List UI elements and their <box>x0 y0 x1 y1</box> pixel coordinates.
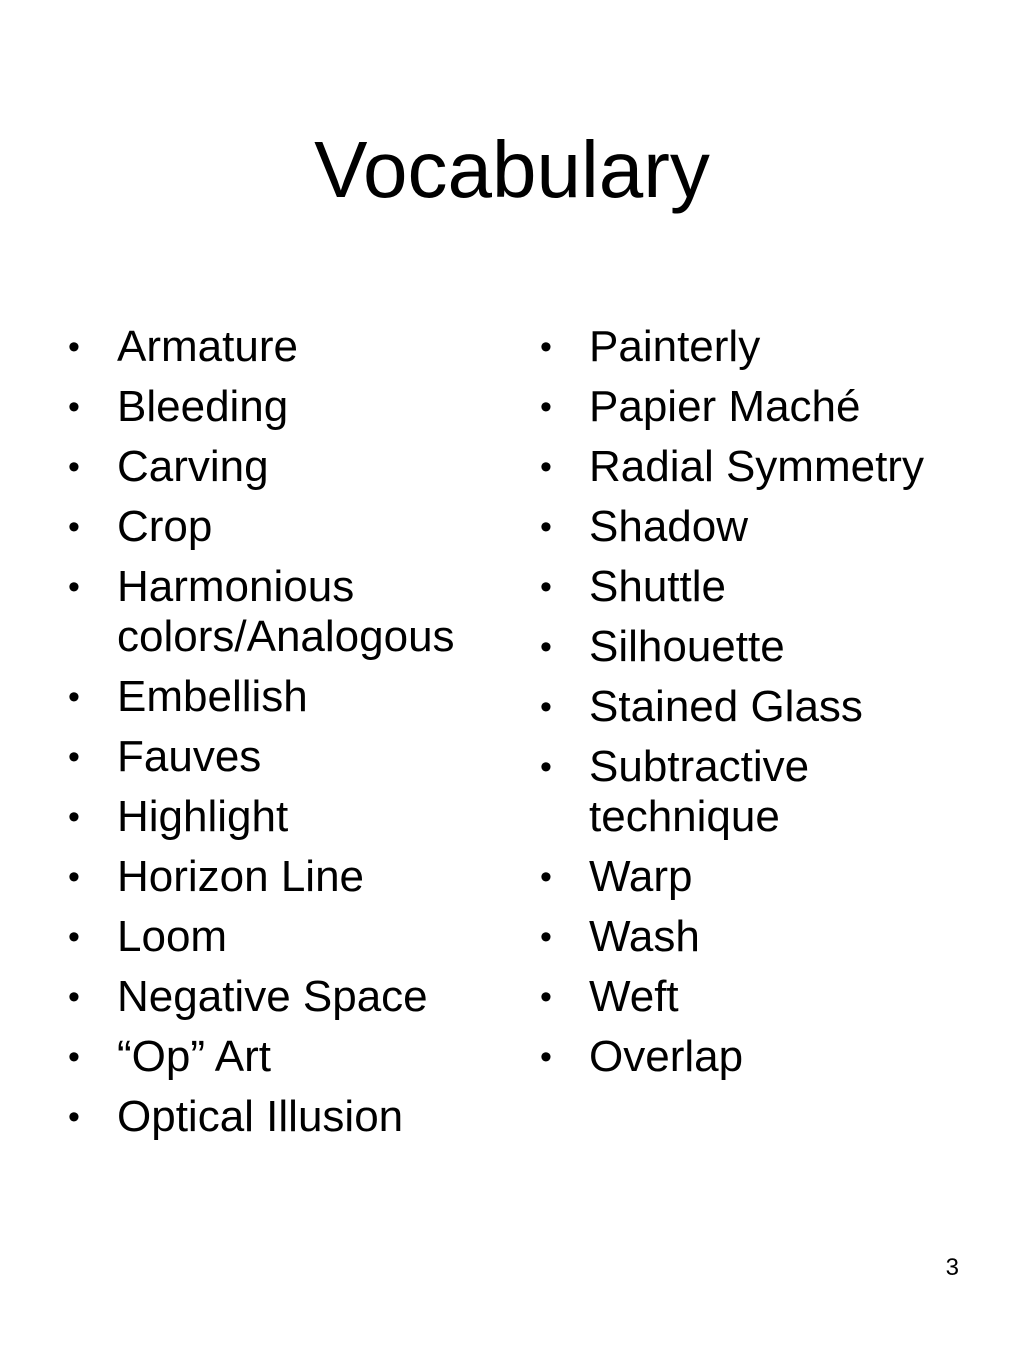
bullet-icon: • <box>68 1038 80 1076</box>
bullet-icon: • <box>68 678 80 716</box>
list-item <box>532 1032 992 1082</box>
list-item <box>60 1092 500 1142</box>
bullet-icon: • <box>68 738 80 776</box>
bullet-icon: • <box>540 568 552 606</box>
bullet-icon: • <box>68 978 80 1016</box>
bullet-icon: • <box>68 508 80 546</box>
vocabulary-list-right <box>532 322 992 1092</box>
bullet-icon: • <box>540 858 552 896</box>
bullet-icon: • <box>540 978 552 1016</box>
vocabulary-list-left <box>60 322 500 1152</box>
vocabulary-term: Papier Maché <box>589 382 861 431</box>
bullet-icon: • <box>68 858 80 896</box>
bullet-icon: • <box>68 918 80 956</box>
vocabulary-term: Shadow <box>589 502 749 551</box>
bullet-icon: • <box>540 508 552 546</box>
list-item <box>532 502 992 552</box>
bullet-icon: • <box>68 1098 80 1136</box>
vocabulary-term: Overlap <box>589 1032 744 1081</box>
vocabulary-term: Armature <box>117 322 298 371</box>
vocabulary-term: Optical Illusion <box>117 1092 404 1141</box>
bullet-icon: • <box>540 1038 552 1076</box>
list-item <box>60 792 500 842</box>
slide-title: Vocabulary <box>314 125 710 214</box>
list-item <box>60 562 500 662</box>
list-item <box>60 732 500 782</box>
vocabulary-term: “Op” Art <box>117 1032 272 1081</box>
vocabulary-term: Highlight <box>117 792 289 841</box>
vocabulary-term: Loom <box>117 912 228 961</box>
bullet-icon: • <box>68 388 80 426</box>
list-item <box>532 912 992 962</box>
list-item <box>60 322 500 372</box>
bullet-icon: • <box>68 568 80 606</box>
list-item <box>60 442 500 492</box>
list-item <box>60 852 500 902</box>
list-item <box>60 1032 500 1082</box>
list-item <box>532 382 992 432</box>
list-item <box>532 852 992 902</box>
vocabulary-term: Painterly <box>589 322 761 371</box>
bullet-icon: • <box>68 328 80 366</box>
vocabulary-term: Crop <box>117 502 213 551</box>
bullet-icon: • <box>540 448 552 486</box>
list-item <box>60 972 500 1022</box>
vocabulary-term: Bleeding <box>117 382 289 431</box>
bullet-icon: • <box>540 748 552 786</box>
bullet-icon: • <box>540 688 552 726</box>
bullet-icon: • <box>540 328 552 366</box>
list-item <box>532 562 992 612</box>
list-item <box>60 382 500 432</box>
list-item <box>532 972 992 1022</box>
list-item <box>60 672 500 722</box>
list-item <box>532 682 992 732</box>
bullet-icon: • <box>540 628 552 666</box>
vocabulary-term: Radial Symmetry <box>589 442 924 491</box>
list-item <box>60 912 500 962</box>
vocabulary-term: Negative Space <box>117 972 428 1021</box>
vocabulary-term: Horizon Line <box>117 852 365 901</box>
list-item <box>532 742 992 842</box>
vocabulary-term: Harmonious colors/Analogous <box>117 562 455 661</box>
vocabulary-term: Weft <box>589 972 679 1021</box>
list-item <box>532 442 992 492</box>
vocabulary-term: Carving <box>117 442 269 491</box>
vocabulary-term: Fauves <box>117 732 262 781</box>
bullet-icon: • <box>540 388 552 426</box>
page-number: 3 <box>945 1254 959 1281</box>
bullet-icon: • <box>540 918 552 956</box>
vocabulary-term: Stained Glass <box>589 682 863 731</box>
vocabulary-term: Wash <box>589 912 700 961</box>
bullet-icon: • <box>68 448 80 486</box>
list-item <box>532 622 992 672</box>
list-item <box>532 322 992 372</box>
vocabulary-term: Embellish <box>117 672 308 721</box>
vocabulary-term: Silhouette <box>589 622 785 671</box>
bullet-icon: • <box>68 798 80 836</box>
vocabulary-term: Warp <box>589 852 693 901</box>
list-item <box>60 502 500 552</box>
vocabulary-term: Subtractive technique <box>589 742 810 841</box>
vocabulary-term: Shuttle <box>589 562 726 611</box>
